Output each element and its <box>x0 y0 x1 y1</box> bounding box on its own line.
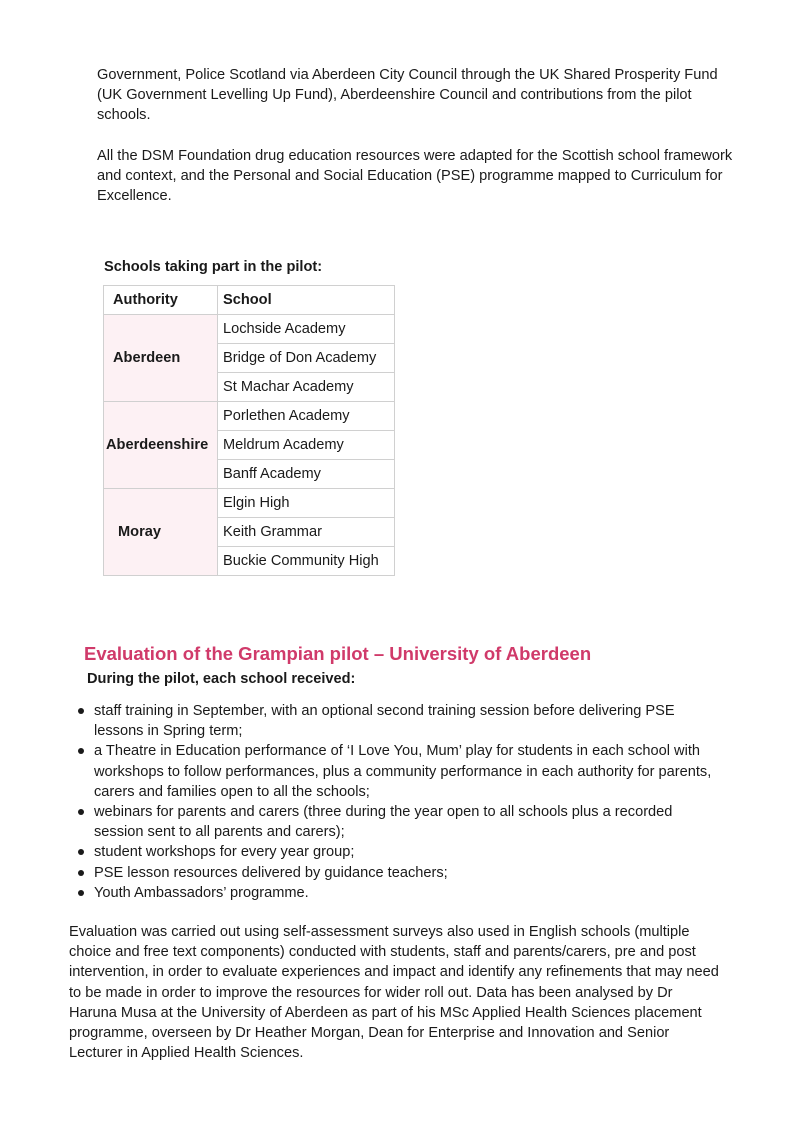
school-cell: Meldrum Academy <box>218 431 395 460</box>
school-cell: Buckie Community High <box>218 547 395 576</box>
school-cell: Keith Grammar <box>218 518 395 547</box>
table-row <box>104 402 395 431</box>
list-item: Youth Ambassadors’ programme. <box>94 883 714 903</box>
authority-cell-aberdeenshire: Aberdeenshire <box>104 402 218 489</box>
table-row <box>104 315 395 344</box>
authority-cell-aberdeen: Aberdeen <box>104 315 218 402</box>
table-row <box>104 489 395 518</box>
school-cell: Banff Academy <box>218 460 395 489</box>
schools-table <box>103 285 395 576</box>
authority-cell-moray: Moray <box>104 489 218 576</box>
list-intro: During the pilot, each school received: <box>87 671 356 687</box>
school-cell: St Machar Academy <box>218 373 395 402</box>
table-header-row <box>104 286 395 315</box>
list-item: student workshops for every year group; <box>94 842 714 862</box>
list-item: staff training in September, with an optional second training session before delivering PSE lessons in Spring term; <box>94 701 714 741</box>
evaluation-paragraph: Evaluation was carried out using self-assessment surveys also used in English schools (multiple choice and free text components) conducted with students, staff and parents/carers, pre and post intervention, in order to evaluate experiences and impact and identify any refinements that may need to be made in order to improve the resources for wider roll out. Data has been analysed by Dr Haruna Musa at the University of Aberdeen as part of his MSc Applied Health Sciences placement programme, overseen by Dr Heather Morgan, Dean for Enterprise and Innovation and Senior Lecturer in Applied Health Sciences. <box>69 924 719 1062</box>
pilot-items-list <box>94 701 714 903</box>
table-caption: Schools taking part in the pilot: <box>104 259 323 275</box>
intro-paragraph-1: Government, Police Scotland via Aberdeen City Council through the UK Shared Prosperity Fund (UK Government Levelling Up Fund), Aberdeenshire Council and contributions from the pilot schools. <box>97 67 718 124</box>
school-cell: Elgin High <box>218 489 395 518</box>
school-cell: Lochside Academy <box>218 315 395 344</box>
intro-paragraph-2: All the DSM Foundation drug education resources were adapted for the Scottish school framework and context, and the Personal and Social Education (PSE) programme mapped to Curriculum for Excellence. <box>97 148 733 205</box>
list-item: PSE lesson resources delivered by guidance teachers; <box>94 863 714 883</box>
list-item: a Theatre in Education performance of ‘I Love You, Mum’ play for students in each school with workshops to follow performances, plus a community performance in each authority for parents, carers and families open to all the schools; <box>94 741 714 802</box>
section-heading: Evaluation of the Grampian pilot – University of Aberdeen <box>84 643 592 664</box>
header-authority: Authority <box>104 286 218 315</box>
header-school: School <box>218 286 395 315</box>
school-cell: Porlethen Academy <box>218 402 395 431</box>
list-item: webinars for parents and carers (three during the year open to all schools plus a recorded session sent to all parents and carers); <box>94 802 714 842</box>
school-cell: Bridge of Don Academy <box>218 344 395 373</box>
